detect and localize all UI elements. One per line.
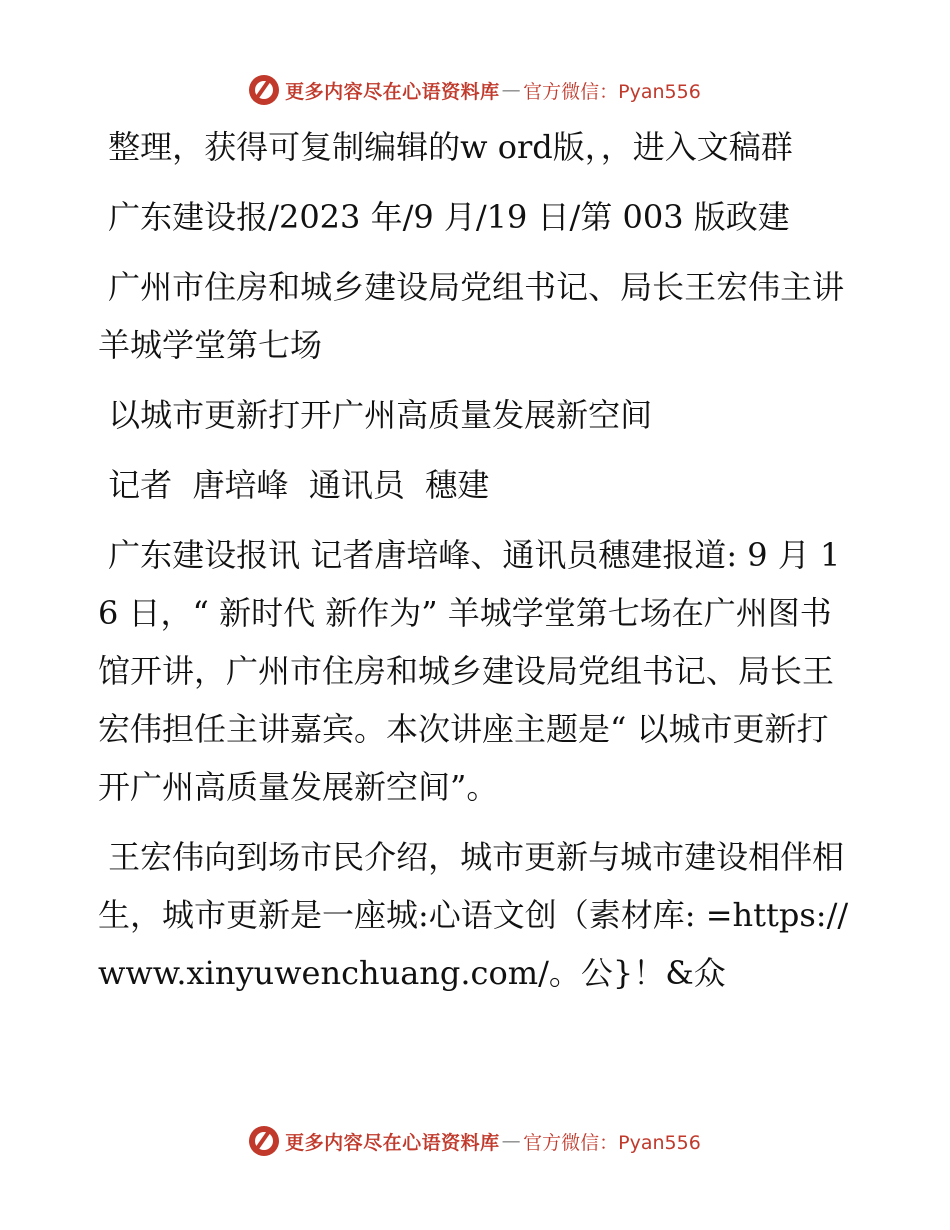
watermark-contact: 官方微信：Pyan556 — [523, 80, 701, 103]
document-body — [98, 118, 858, 1014]
paragraph-5: 记者 唐培峰 通讯员 穗建 — [98, 466, 490, 504]
paragraph-6: 广东建设报讯 记者唐培峰、通讯员穗建报道: 9 月 16 日，“ 新时代 新作为” 羊城学堂第七场在广州图书馆开讲，广州市住房和城乡建设局党组书记、局长王宏伟担任主讲嘉宾。本次讲座主题是“ 以城市更新打开广州高质量发展新空间”。 — [98, 536, 841, 806]
brand-logo-icon — [249, 75, 279, 105]
watermark-contact: 官方微信：Pyan556 — [523, 1131, 701, 1154]
footer-watermark — [0, 1121, 950, 1161]
paragraph-3: 广州市住房和城乡建设局党组书记、局长王宏伟主讲羊城学堂第七场 — [98, 268, 845, 364]
paragraph-4: 以城市更新打开广州高质量发展新空间 — [98, 396, 653, 434]
watermark-separator: — — [501, 79, 522, 101]
watermark-text: 更多内容尽在心语资料库 — [285, 1131, 500, 1154]
paragraph-2: 广东建设报/2023 年/9 月/19 日/第 003 版政建 — [98, 198, 790, 236]
paragraph-7: 王宏伟向到场市民介绍，城市更新与城市建设相伴相生，城市更新是一座城:心语文创（素材库: =https://www.xinyuwenchuang.com/。公}！&众 — [98, 838, 849, 992]
brand-logo-icon — [249, 1126, 279, 1156]
paragraph-1: 整理，获得可复制编辑的w ord版，，进入文稿群 — [98, 128, 793, 166]
header-watermark — [0, 70, 950, 110]
watermark-text: 更多内容尽在心语资料库 — [285, 80, 500, 103]
watermark-separator: — — [501, 1130, 522, 1152]
